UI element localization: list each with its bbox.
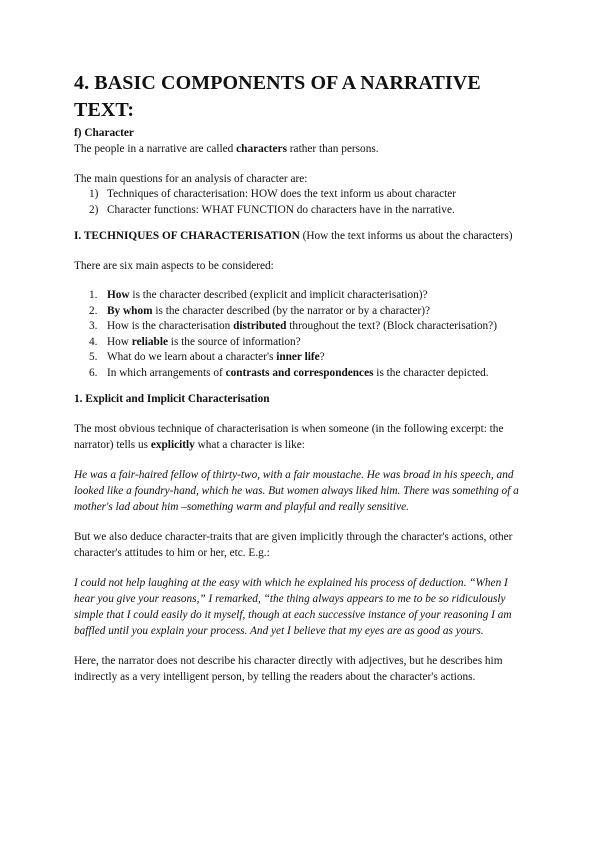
list-text: is the source of information? [167, 335, 301, 348]
list-bold-term: inner life [276, 351, 320, 363]
list-bold-term: distributed [233, 320, 287, 332]
document-page [74, 70, 524, 685]
list-number: 1. [89, 289, 98, 301]
list-number: 2) [89, 203, 99, 216]
intro-paragraph [74, 141, 524, 157]
aspects-list [74, 288, 524, 381]
list-text: What do we learn about a character's [107, 351, 277, 363]
paragraph-text: The most obvious technique of characterisation is when someone (in the following excerpt: the narrator) tells us [74, 423, 504, 451]
closing-paragraph: Here, the narrator does not describe his character directly with adjectives, but he describes him indirectly as a very intelligent person, by telling the readers about the character's actions. [74, 655, 503, 683]
list-item [74, 187, 524, 203]
list-text: How [107, 335, 132, 348]
implicit-paragraph: But we also deduce character-traits that are given implicitly through the character's actions, other character's attitudes to him or her, etc. E.g.: [74, 531, 513, 559]
list-text: is the character described (explicit and implicit characterisation)? [129, 289, 428, 301]
section-title: I. TECHNIQUES OF CHARACTERISATION [74, 230, 300, 242]
list-item [74, 335, 524, 351]
list-text: Character functions: WHAT FUNCTION do characters have in the narrative. [107, 203, 455, 216]
list-number: 1) [89, 188, 99, 200]
page-title: 4. BASIC COMPONENTS OF A NARRATIVE TEXT: [74, 72, 481, 121]
paragraph-text-end: what a character is like: [194, 439, 305, 451]
list-item [74, 304, 524, 320]
list-number: 5. [89, 351, 98, 363]
questions-list [74, 187, 524, 218]
subsection-heading-explicit-implicit: 1. Explicit and Implicit Characterisation [74, 393, 270, 405]
section-subtitle: (How the text informs us about the characters) [299, 230, 513, 242]
list-item [74, 319, 524, 335]
subheading-character: f) Character [74, 127, 134, 139]
quote-excerpt-2: I could not help laughing at the easy with which he explained his process of deduction. “When I hear you give your reasons,” I remarked, “the thing always appears to me to be so ridiculously simple that I could easily do it myself, though at each successive instance of your reasoning I am baffled until you explain your process. And yet I believe that my eyes are as good as yours. [74, 577, 512, 637]
list-item [74, 203, 524, 219]
list-text: is the character depicted. [373, 366, 489, 379]
section-heading-techniques [74, 228, 524, 244]
list-text: throughout the text? (Block characterisation?) [286, 320, 497, 332]
quote-excerpt-1: He was a fair-haired fellow of thirty-two, with a fair moustache. He was broad in his speech, and looked like a foundry-hand, which he was. But women always liked him. There was something of a mother's lad about him –something warm and playful and really sensitive. [74, 469, 519, 513]
list-bold-term: contrasts and correspondences [225, 366, 374, 379]
list-bold-term: reliable [131, 335, 168, 348]
list-text: is the character described (by the narrator or by a character)? [152, 304, 431, 317]
list-number: 4. [89, 335, 98, 348]
list-item [74, 350, 524, 366]
list-number: 3. [89, 320, 98, 332]
list-item [74, 288, 524, 304]
questions-intro: The main questions for an analysis of character are: [74, 173, 308, 185]
list-bold-term: How [107, 289, 130, 301]
list-text: Techniques of characterisation: HOW does the text inform us about character [107, 188, 457, 200]
paragraph-bold-term: explicitly [150, 439, 195, 451]
list-number: 6. [89, 366, 98, 379]
list-number: 2. [89, 304, 98, 317]
intro-text: The people in a narrative are called [74, 143, 237, 155]
list-item [74, 366, 524, 382]
list-text: ? [319, 351, 325, 363]
list-bold-term: By whom [107, 304, 153, 317]
list-text: How is the characterisation [107, 320, 234, 332]
intro-text-end: rather than persons. [286, 143, 379, 155]
explicit-paragraph [74, 421, 524, 453]
aspects-intro: There are six main aspects to be considered: [74, 260, 274, 272]
list-text: In which arrangements of [107, 366, 226, 379]
intro-bold-term: characters [236, 143, 287, 155]
